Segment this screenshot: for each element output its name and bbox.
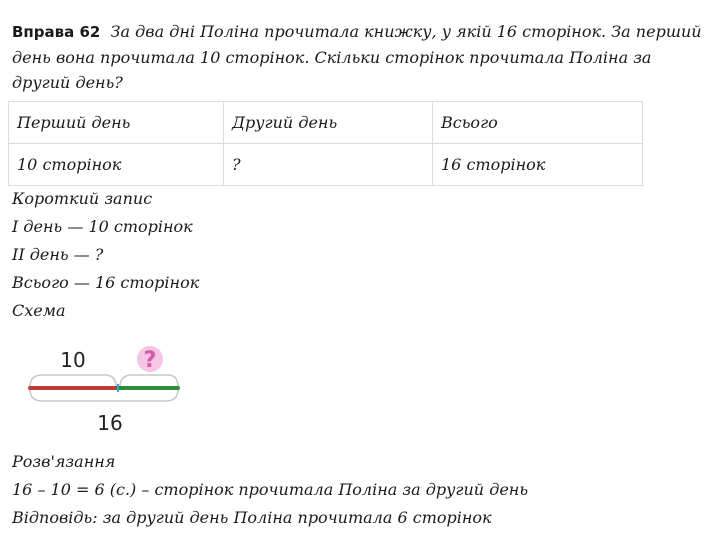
answer-text: Відповідь: за другий день Поліна прочитала 6 сторінок <box>12 508 492 527</box>
bottom-label: 16 <box>97 411 123 435</box>
short-note-line-3: Всього — 16 сторінок <box>12 273 200 292</box>
table-header-row <box>9 102 643 144</box>
solution-title: Розв'язання <box>12 452 116 471</box>
top-label: 10 <box>60 348 86 372</box>
top-brace-right <box>120 375 178 387</box>
short-note-line-2: II день — ? <box>12 245 104 264</box>
cell-total: 16 сторінок <box>433 144 643 186</box>
question-mark: ? <box>143 348 157 373</box>
header-first-day: Перший день <box>9 102 224 144</box>
cell-second-day: ? <box>224 144 433 186</box>
cell-first-day: 10 сторінок <box>9 144 224 186</box>
scheme-diagram <box>20 335 190 440</box>
task-text: За два дні Поліна прочитала книжку, у якій 16 сторінок. За перший день вона прочитала 10 сторінок. Скільки сторінок прочитала Поліна за другий день? <box>12 22 702 92</box>
header-second-day: Другий день <box>224 102 433 144</box>
scheme-title: Схема <box>12 301 66 320</box>
exercise-label: Вправа 62 <box>12 23 101 41</box>
data-table <box>8 101 643 186</box>
solution-equation: 16 – 10 = 6 (с.) – сторінок прочитала Поліна за другий день <box>12 480 529 499</box>
header-total: Всього <box>433 102 643 144</box>
short-note-line-1: I день — 10 сторінок <box>12 217 193 236</box>
bottom-brace <box>30 389 178 401</box>
short-note-title: Короткий запис <box>12 189 153 208</box>
table-row <box>9 144 643 186</box>
task-statement <box>12 19 707 95</box>
top-brace-left <box>30 375 116 387</box>
